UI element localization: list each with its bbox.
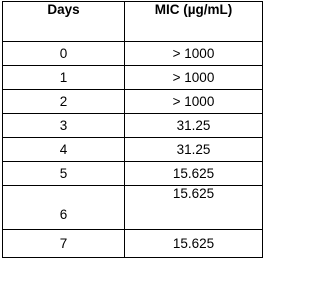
day-cell: 1 [3, 66, 125, 90]
day-cell: 6 [3, 186, 125, 230]
table-row [3, 186, 263, 230]
day-cell: 7 [3, 230, 125, 258]
day-cell: 4 [3, 138, 125, 162]
table-row [3, 162, 263, 186]
mic-cell: 15.625 [125, 162, 263, 186]
day-cell: 3 [3, 114, 125, 138]
mic-table [2, 1, 263, 258]
table-row [3, 230, 263, 258]
table-row [3, 114, 263, 138]
day-cell: 5 [3, 162, 125, 186]
header-days: Days [3, 2, 125, 42]
mic-cell: > 1000 [125, 66, 263, 90]
table-row [3, 66, 263, 90]
table-row [3, 138, 263, 162]
mic-cell: 31.25 [125, 138, 263, 162]
table-row [3, 90, 263, 114]
header-mic: MIC (µg/mL) [125, 2, 263, 42]
day-cell: 0 [3, 42, 125, 66]
mic-cell: 15.625 [125, 186, 263, 230]
mic-cell: > 1000 [125, 90, 263, 114]
header-row [3, 2, 263, 42]
mic-cell: > 1000 [125, 42, 263, 66]
mic-cell: 31.25 [125, 114, 263, 138]
table-row [3, 42, 263, 66]
day-cell: 2 [3, 90, 125, 114]
mic-cell: 15.625 [125, 230, 263, 258]
